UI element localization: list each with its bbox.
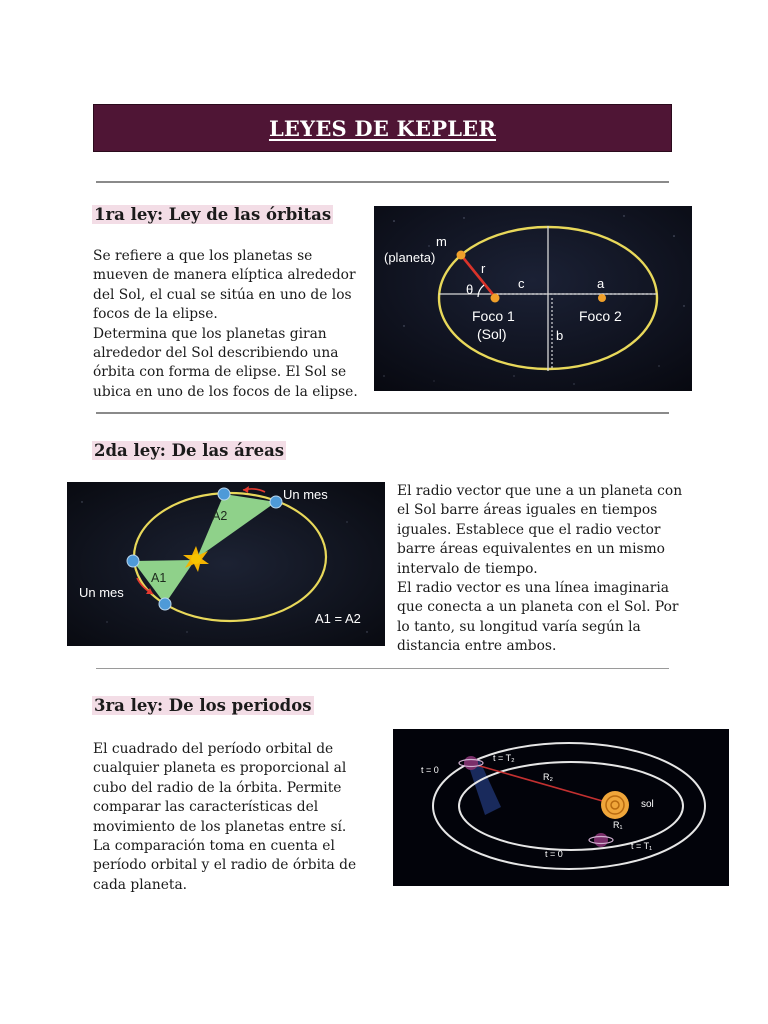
divider	[96, 181, 669, 183]
law2-text: El radio vector que une a un planeta con el Sol barre áreas iguales en tiempos iguales. Establece que el radio vector barre áreas equivalentes en un mismo intervalo de tiempo. El radio vector es una línea imaginaria que conecta a un planeta con el Sol. Por lo tanto, su longitud varía según la distancia entre ambos.	[397, 483, 683, 655]
label-r2: R₂	[543, 772, 553, 782]
label-a2: A2	[212, 509, 228, 523]
label-t0-bottom: t = 0	[545, 849, 563, 859]
label-a1: A1	[151, 571, 167, 585]
planet-icon	[218, 488, 230, 500]
law2-areas-figure	[67, 482, 385, 646]
law2-heading: 2da ley: De las áreas	[94, 441, 285, 460]
label-un-mes-top: Un mes	[283, 487, 328, 502]
title-banner	[93, 104, 672, 152]
label-r1: R₁	[613, 820, 623, 830]
label-foco2: Foco 2	[579, 308, 622, 324]
label-un-mes-left: Un mes	[79, 585, 124, 600]
label-m: m	[436, 234, 447, 249]
law3-heading: 3ra ley: De los periodos	[94, 696, 312, 715]
label-c: c	[518, 276, 525, 291]
label-t-T2: t = T₂	[493, 753, 515, 763]
law3-periods-figure	[393, 729, 729, 886]
law3-text: El cuadrado del período orbital de cualquier planeta es proporcional al cubo del radio de la órbita. Permite comparar las características del movimiento de los planetas entre sí. La comparación toma en cuenta el período orbital y el radio de órbita de cada planeta.	[93, 741, 357, 893]
law1-heading-wrap	[92, 204, 333, 226]
law1-text: Se refiere a que los planetas se mueven de manera elíptica alrededor del Sol, el cual se sitúa en uno de los focos de la elipse. Determina que los planetas giran alrededor del Sol describiendo una órbita con forma de elipse. El Sol se ubica en uno de los focos de la elipse.	[93, 248, 358, 400]
planet-icon	[270, 496, 282, 508]
label-r: r	[481, 261, 486, 276]
law1-heading: 1ra ley: Ley de las órbitas	[94, 205, 332, 224]
label-equation: A1 = A2	[315, 611, 361, 626]
label-a: a	[597, 276, 605, 291]
divider	[96, 668, 669, 669]
law1-figure-bg	[374, 206, 692, 391]
label-sol: sol	[641, 799, 654, 810]
label-sol: (Sol)	[477, 326, 507, 342]
planet-icon	[127, 555, 139, 567]
planet-icon	[159, 598, 171, 610]
label-t0-left: t = 0	[421, 765, 439, 775]
law3-figure-bg	[393, 729, 729, 886]
law1-orbit-figure	[374, 206, 692, 391]
sun-icon	[601, 791, 629, 819]
law2-heading-wrap	[92, 440, 286, 462]
law3-heading-wrap	[92, 695, 314, 717]
divider	[96, 412, 669, 414]
label-t-T1: t = T₁	[631, 841, 653, 851]
focus2-dot	[598, 294, 606, 302]
label-theta: θ	[466, 282, 474, 297]
sun-focus-dot	[491, 294, 500, 303]
label-b: b	[556, 328, 564, 343]
planet-dot	[457, 251, 466, 260]
label-planeta: (planeta)	[384, 250, 436, 265]
label-foco1: Foco 1	[472, 308, 515, 324]
page-title: LEYES DE KEPLER	[268, 115, 497, 141]
